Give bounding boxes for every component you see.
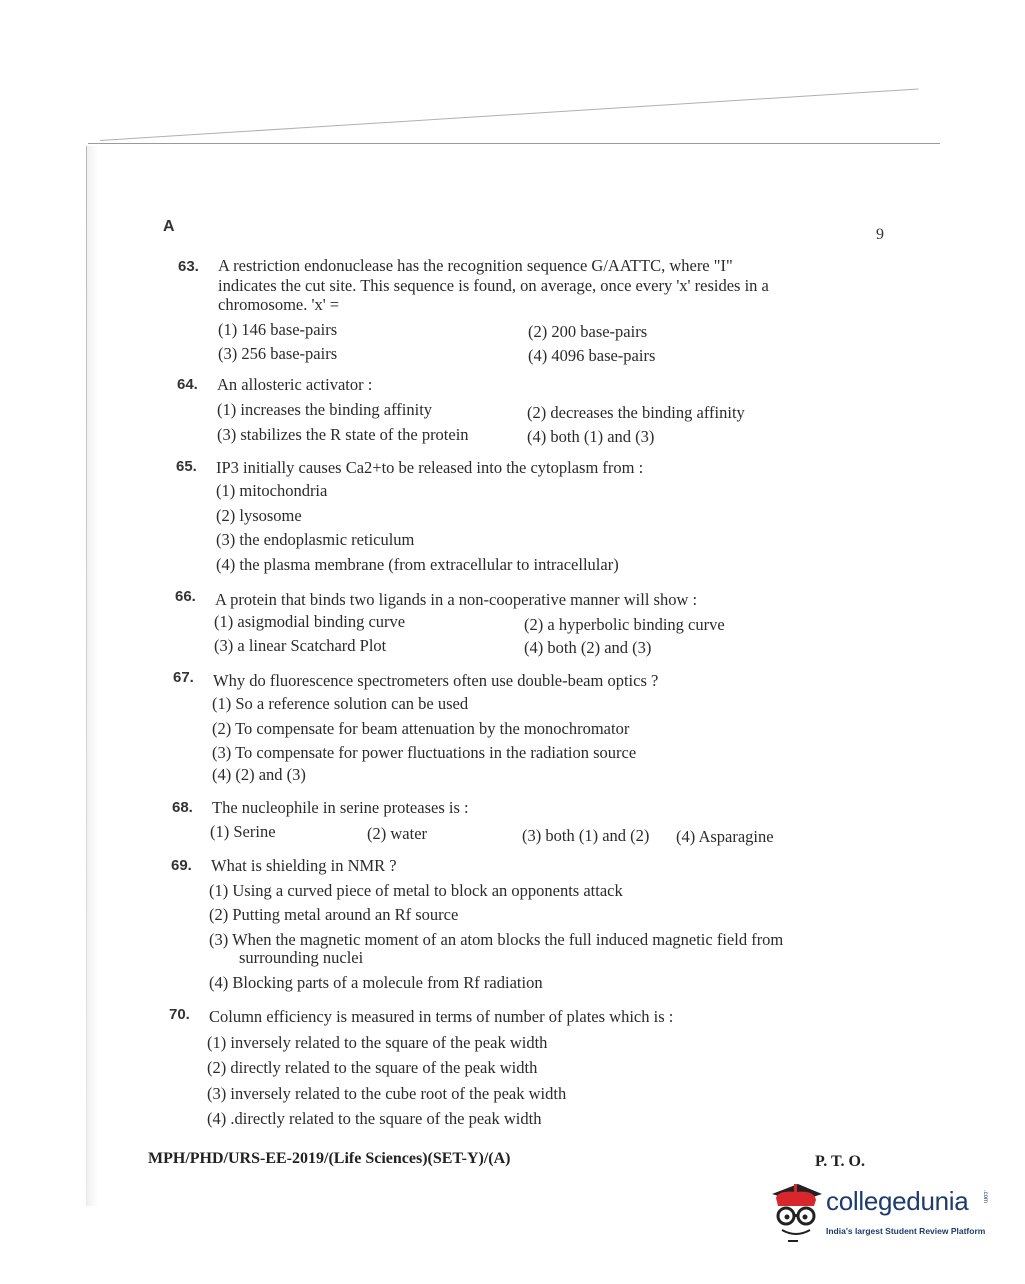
option: (4) 4096 base-pairs bbox=[528, 346, 656, 365]
option: (2) a hyperbolic binding curve bbox=[524, 615, 725, 634]
paper-left-shade bbox=[86, 146, 98, 1206]
question-number: 64. bbox=[177, 376, 198, 393]
option: (2) lysosome bbox=[216, 506, 302, 525]
option: (2) directly related to the square of the peak width bbox=[207, 1058, 538, 1077]
question-number: 65. bbox=[176, 458, 197, 475]
set-letter: A bbox=[163, 218, 175, 235]
question-text-line: The nucleophile in serine proteases is : bbox=[212, 798, 469, 817]
question-number: 69. bbox=[171, 857, 192, 874]
option: (1) Serine bbox=[210, 822, 276, 841]
exam-code: MPH/PHD/URS-EE-2019/(Life Sciences)(SET-Y)/(A) bbox=[148, 1150, 511, 1167]
question-number: 67. bbox=[173, 669, 194, 686]
option: (3) When the magnetic moment of an atom blocks the full induced magnetic field from bbox=[209, 930, 784, 949]
option: (2) To compensate for beam attenuation by the monochromator bbox=[212, 719, 630, 738]
paper-top-edge bbox=[88, 143, 940, 144]
question-number: 70. bbox=[169, 1006, 190, 1023]
option: (1) 146 base-pairs bbox=[218, 320, 338, 339]
paper-back-edge bbox=[100, 89, 918, 141]
option: (3) the endoplasmic reticulum bbox=[216, 530, 415, 549]
option: (1) So a reference solution can be used bbox=[212, 694, 469, 713]
option: (4) .directly related to the square of the peak width bbox=[207, 1109, 542, 1128]
mascot-icon bbox=[768, 1180, 824, 1246]
question-text-line: chromosome. 'x' = bbox=[218, 295, 340, 314]
option: (3) 256 base-pairs bbox=[218, 344, 338, 363]
brand-suffix: .com bbox=[982, 1190, 988, 1204]
please-turn-over: P. T. O. bbox=[815, 1153, 865, 1170]
question-number: 68. bbox=[172, 799, 193, 816]
paper-left-edge bbox=[86, 146, 87, 1206]
question-text-line: An allosteric activator : bbox=[217, 375, 373, 394]
option: (3) a linear Scatchard Plot bbox=[214, 636, 387, 655]
option: (2) water bbox=[367, 824, 428, 843]
option: (3) To compensate for power fluctuations in the radiation source bbox=[212, 743, 637, 762]
option: (3) stabilizes the R state of the protein bbox=[217, 425, 469, 444]
question-text-line: Why do fluorescence spectrometers often use double-beam optics ? bbox=[213, 671, 659, 690]
option: (4) the plasma membrane (from extracellular to intracellular) bbox=[216, 555, 619, 574]
option: (1) asigmodial binding curve bbox=[214, 612, 406, 631]
option: (1) Using a curved piece of metal to block an opponents attack bbox=[209, 881, 623, 900]
question-number: 63. bbox=[178, 258, 199, 275]
question-text-line: What is shielding in NMR ? bbox=[211, 856, 397, 875]
option: (4) (2) and (3) bbox=[212, 765, 306, 784]
option: (2) Putting metal around an Rf source bbox=[209, 905, 459, 924]
brand-tagline: India's largest Student Review Platform bbox=[826, 1226, 986, 1236]
option: (3) inversely related to the cube root of the peak width bbox=[207, 1084, 567, 1103]
page-number: 9 bbox=[876, 226, 884, 243]
brand-name: collegedunia bbox=[826, 1186, 969, 1216]
option: (4) Blocking parts of a molecule from Rf radiation bbox=[209, 973, 543, 992]
option: (1) inversely related to the square of the peak width bbox=[207, 1033, 548, 1052]
question-text-line: indicates the cut site. This sequence is found, on average, once every 'x' resides in a bbox=[218, 276, 769, 295]
option: (2) decreases the binding affinity bbox=[527, 403, 745, 422]
collegedunia-watermark bbox=[768, 1180, 990, 1250]
option: (3) both (1) and (2) bbox=[522, 826, 650, 845]
option: (1) mitochondria bbox=[216, 481, 328, 500]
option: (4) both (2) and (3) bbox=[524, 638, 652, 657]
question-text-line: IP3 initially causes Ca2+to be released into the cytoplasm from : bbox=[216, 458, 644, 477]
question-text-line: A restriction endonuclease has the recognition sequence G/AATTC, where "I" bbox=[218, 256, 733, 275]
option: (2) 200 base-pairs bbox=[528, 322, 648, 341]
option: (4) Asparagine bbox=[676, 827, 774, 846]
question-number: 66. bbox=[175, 588, 196, 605]
option: (4) both (1) and (3) bbox=[527, 427, 655, 446]
question-text-line: A protein that binds two ligands in a non-cooperative manner will show : bbox=[215, 590, 698, 609]
option-continuation: surrounding nuclei bbox=[239, 948, 364, 967]
option: (1) increases the binding affinity bbox=[217, 400, 433, 419]
question-text-line: Column efficiency is measured in terms of number of plates which is : bbox=[209, 1007, 674, 1026]
